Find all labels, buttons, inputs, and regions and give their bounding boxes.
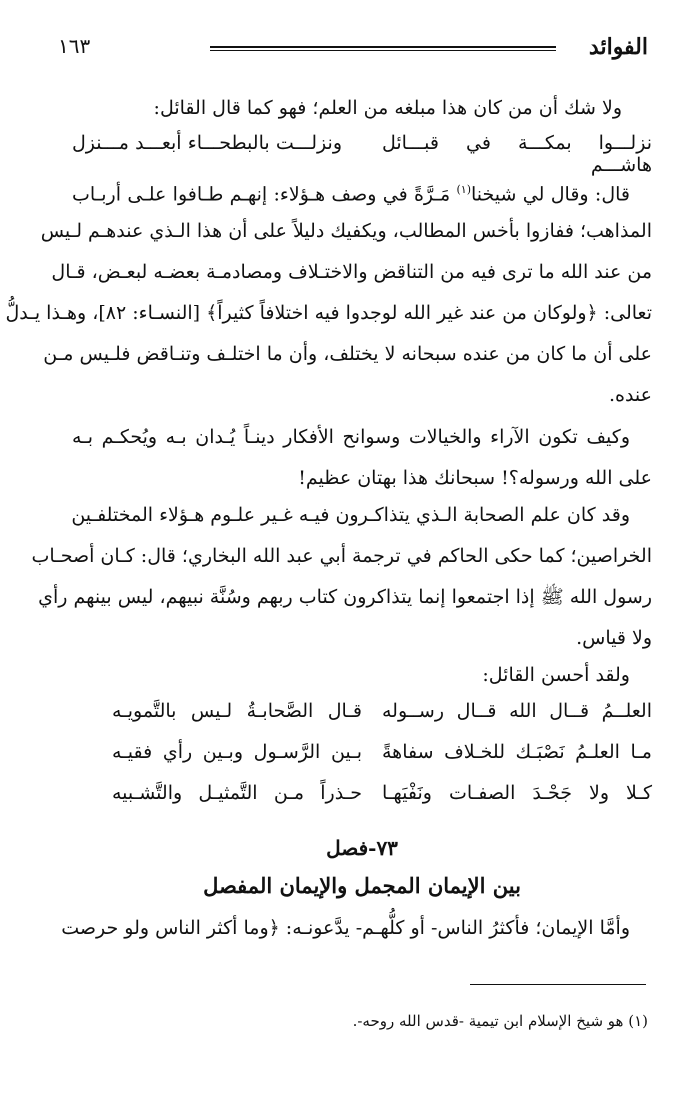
paragraph-line: وأمَّا الإيمان؛ فأكثرُ الناس- أو كلُّهـم- يدَّعونـه: ﴿وما أكثر الناس ولو حرصت — [61, 917, 630, 939]
verse-hemistich-left: ونزلـــت بالبطحـــاء أبعـــد مـــنزل — [72, 132, 342, 154]
verse-line — [72, 700, 652, 730]
paragraph-line: رسول الله ﷺ إذا اجتمعوا إنما يتذاكرون كتاب ربهم وسُنَّة نبيهم، ليس بينهم رأي — [38, 586, 652, 608]
paragraph-line: ولا شك أن من كان هذا مبلغه من العلم؛ فهو كما قال القائل: — [153, 97, 622, 119]
verse-line — [72, 782, 652, 812]
text-span: قال: وقال لي شيخنا — [471, 183, 630, 206]
footnote: (١) هو شيخ الإسلام ابن تيمية -قدس الله روحه-. — [352, 1012, 648, 1030]
paragraph-line: تعالى: ﴿ولوكان من عند غير الله لوجدوا فيه اختلافاً كثيراً﴾ [النسـاء: ٨٢]، وهـذا يـدلُّ — [5, 302, 652, 324]
running-title: الفوائد — [588, 34, 648, 60]
paragraph-line: ولقد أحسن القائل: — [482, 664, 630, 686]
paragraph-line: على الله ورسوله؟! سبحانك هذا بهتان عظيم! — [298, 467, 652, 489]
verse-hemistich-left: بـين الرَّسـول وبـين رأي فقيـه — [112, 741, 362, 763]
verse-hemistich-left: قـال الصَّحابـةُ لـيس بالتَّمويـه — [112, 700, 362, 722]
verse-hemistich-right: العلــمُ قــال الله قــال رســوله — [382, 700, 652, 722]
paragraph-line: ولا قياس. — [576, 627, 652, 649]
verse-hemistich-right: كـلا ولا جَحْـدَ الصفـات ونَفْيَهـا — [382, 782, 652, 804]
footnote-separator — [470, 984, 646, 985]
paragraph-line: من عند الله ما ترى فيه من التناقض والاختـلاف ومصادمـة بعضـه لبعـض، قـال — [51, 261, 652, 283]
paragraph-line: عنده. — [608, 384, 652, 406]
text-span: مَـرَّةً في وصف هـؤلاء: إنهـم طـافوا علـى أربـاب — [72, 183, 457, 206]
footnote-marker[interactable]: (١) — [456, 183, 472, 196]
verse-line — [72, 132, 652, 176]
page-header — [58, 30, 648, 62]
paragraph-line: الخراصين؛ كما حكى الحاكم في ترجمة أبي عبد الله البخاري؛ قال: كـان أصحـاب — [31, 545, 652, 567]
paragraph-line: المذاهب؛ ففازوا بأخس المطالب، ويكفيك دليلاً على أن هذا الـذي عندهـم لـيس — [40, 220, 652, 242]
paragraph-line: وكيف تكون الآراء والخيالات وسوانح الأفكار دينـاً يُـدان بـه ويُحكـم بـه — [72, 426, 630, 448]
paragraph-line: وقد كان علم الصحابة الـذي يتذاكـرون فيـه غـير علـوم هـؤلاء المختلفـين — [71, 504, 630, 526]
verse-line — [72, 741, 652, 771]
page-number: ١٦٣ — [58, 34, 91, 58]
verse-hemistich-right: مـا العلـمُ نَصْبَـك للخـلاف سفاهةً — [382, 741, 652, 763]
section-number: ٧٣-فصل — [326, 836, 398, 860]
verse-hemistich-right: نزلـــوا بمكـــة في قبـــائل هاشـــم — [382, 132, 652, 176]
verse-hemistich-left: حـذراً مـن التَّمثيـل والتَّشـبيه — [112, 782, 362, 804]
paragraph-line — [72, 178, 652, 206]
header-rule — [210, 46, 556, 51]
section-title: بين الإيمان المجمل والإيمان المفصل — [203, 873, 521, 898]
paragraph-line: على أن ما كان من عنده سبحانه لا يختلف، وأن ما اختلـف وتنـاقض فلـيس مـن — [43, 343, 652, 365]
